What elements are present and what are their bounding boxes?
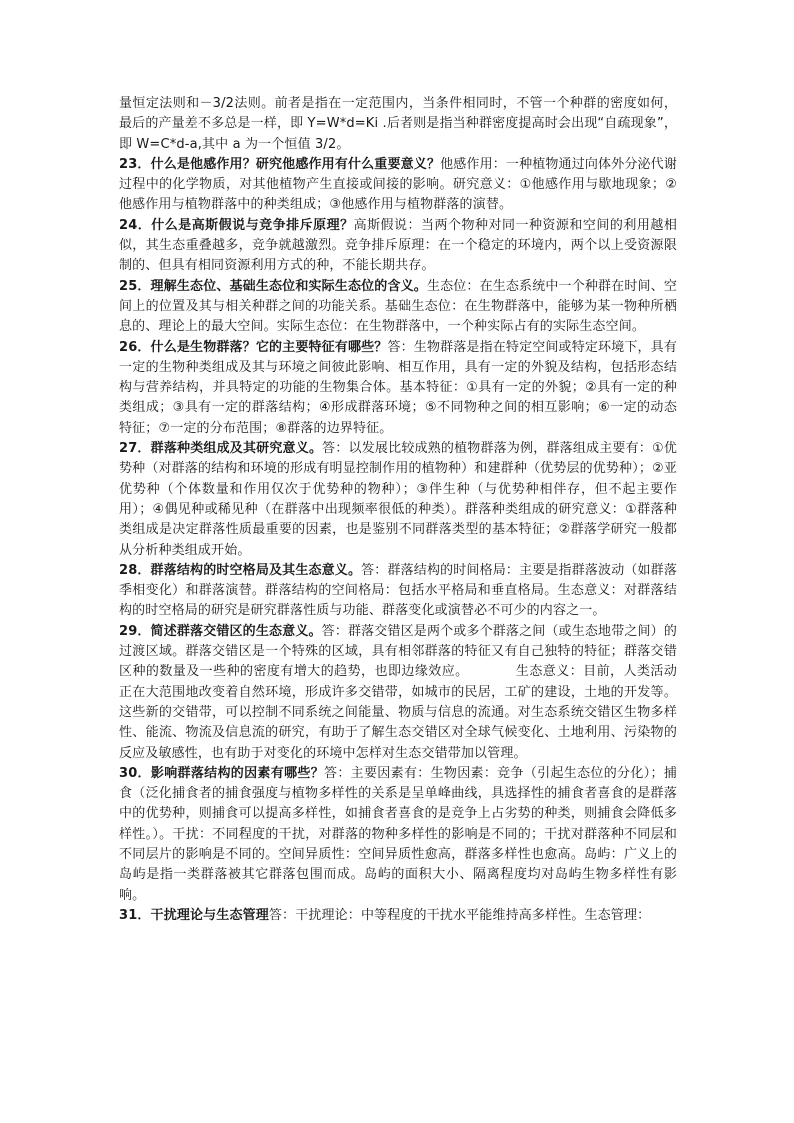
answer-text: 答：群落结构的时间格局：主要是指群落波动（如群落季相变化）和群落演替。群落结构的空间格局：包括水平格局和垂直格局。生态意义：对群落结构的时空格局的研究是研究群落性质与功能、群落变化或演替必不可少的内容之一。 bbox=[119, 562, 677, 619]
answer-text: 答：干扰理论：中等程度的干扰水平能维持高多样性。生态管理： bbox=[268, 907, 651, 923]
answer-text: 量恒定法则和－3/2法则。前者是指在一定范围内，当条件相同时，不管一个种群的密度如何，最后的产量差不多总是一样，即 Y=W*d=Ki .后者则是指当种群密度提高时会出现“自疏现象”，即 W=C*d-a,其中 a 为一个恒值 3/2。 bbox=[119, 96, 677, 152]
question-heading: 26．什么是生物群落？它的主要特征有哪些？ bbox=[119, 339, 388, 355]
paragraph bbox=[119, 94, 677, 155]
question-heading: 30．影响群落结构的因素有哪些？ bbox=[119, 765, 325, 781]
paragraph bbox=[119, 277, 677, 338]
paragraph bbox=[119, 338, 677, 439]
paragraph bbox=[119, 622, 677, 764]
answer-text: 答：主要因素有：生物因素：竞争（引起生态位的分化）；捕食（泛化捕食者的捕食强度与植物多样性的关系是呈单峰曲线，具选择性的捕食者喜食的是群落中的优势种，则捕食可以提高多样性，如捕食者喜食的是竞争上占劣势的种类，则捕食会降低多样性。）。干扰：不同程度的干扰，对群落的物种多样性的影响是不同的；干扰对群落种不同层和不同层片的影响是不同的。空间异质性：空间异质性愈高，群落多样性也愈高。岛屿：广义上的岛屿是指一类群落被其它群落包围而成。岛屿的面积大小、隔离程度均对岛屿生物多样性有影响。 bbox=[119, 765, 677, 903]
answer-text: 生态位：在生态系统中一个种群在时间、空间上的位置及其与相关种群之间的功能关系。基础生态位：在生物群落中，能够为某一物种所栖息的、理论上的最大空间。实际生态位：在生物群落中，一个种实际占有的实际生态空间。 bbox=[119, 278, 677, 335]
question-heading: 27．群落种类组成及其研究意义。 bbox=[119, 441, 323, 457]
question-heading: 23．什么是他感作用？研究他感作用有什么重要意义？ bbox=[119, 156, 441, 172]
question-heading: 28．群落结构的时空格局及其生态意义。 bbox=[119, 562, 362, 578]
question-heading: 29．简述群落交错区的生态意义。 bbox=[119, 623, 322, 639]
answer-text: 答：群落交错区是两个或多个群落之间（或生态地带之间）的过渡区域。群落交错区是一个特殊的区域，具有相邻群落的特征又有自己独特的特征；群落交错区种的数量及一些种的密度有增大的趋势，也即边缘效应。 生态意义：目前，人类活动正在大范围地改变着自然环境，形成许多交错带，如城市的民居，工矿的建设，土地的开发等。这些新的交错带，可以控制不同系统之间能量、物质与信息的流通。对生态系统交错区生物多样性、能流、物流及信息流的研究，有助于了解生态交错区对全球气候变化、土地利用、污染物的反应及敏感性，也有助于对变化的环境中怎样对生态交错带加以管理。 bbox=[119, 623, 677, 761]
paragraph bbox=[119, 906, 677, 926]
question-heading: 24．什么是高斯假说与竞争排斥原理？ bbox=[119, 217, 354, 233]
answer-text: 答：生物群落是指在特定空间或特定环境下，具有一定的生物种类组成及其与环境之间彼此影响、相互作用，具有一定的外貌及结构，包括形态结构与营养结构，并具特定的功能的生物集合体。基本特征：①具有一定的外貌；②具有一定的种类组成；③具有一定的群落结构；④形成群落环境；⑤不同物种之间的相互影响；⑥一定的动态特征；⑦一定的分布范围；⑧群落的边界特征。 bbox=[119, 339, 677, 436]
answer-text: 高斯假说：当两个物种对同一种资源和空间的利用越相似，其生态重叠越多，竞争就越激烈。竞争排斥原理：在一个稳定的环境内，两个以上受资源限制的、但具有相同资源利用方式的种，不能长期共存。 bbox=[119, 217, 677, 274]
paragraph bbox=[119, 561, 677, 622]
question-heading: 25．理解生态位、基础生态位和实际生态位的含义。 bbox=[119, 278, 427, 294]
paragraph bbox=[119, 764, 677, 906]
answer-text: 他感作用：一种植物通过向体外分泌代谢过程中的化学物质，对其他植物产生直接或间接的影响。研究意义：①他感作用与歇地现象；②他感作用与植物群落中的种类组成；③他感作用与植物群落的演替。 bbox=[119, 156, 677, 213]
paragraph bbox=[119, 155, 677, 216]
document-page bbox=[119, 94, 677, 926]
answer-text: 答：以发展比较成熟的植物群落为例，群落组成主要有：①优势种（对群落的结构和环境的形成有明显控制作用的植物种）和建群种（优势层的优势种）；②亚优势种（个体数量和作用仅次于优势种的物种）；③伴生种（与优势种相伴存，但不起主要作用）；④偶见种或稀见种（在群落中出现频率很低的种类）。群落种类组成的研究意义：①群落种类组成是决定群落性质最重要的因素，也是鉴别不同群落类型的基本特征；②群落学研究一般都从分析种类组成开始。 bbox=[119, 441, 677, 558]
question-heading: 31．干扰理论与生态管理 bbox=[119, 907, 269, 923]
paragraph bbox=[119, 216, 677, 277]
paragraph bbox=[119, 439, 677, 561]
